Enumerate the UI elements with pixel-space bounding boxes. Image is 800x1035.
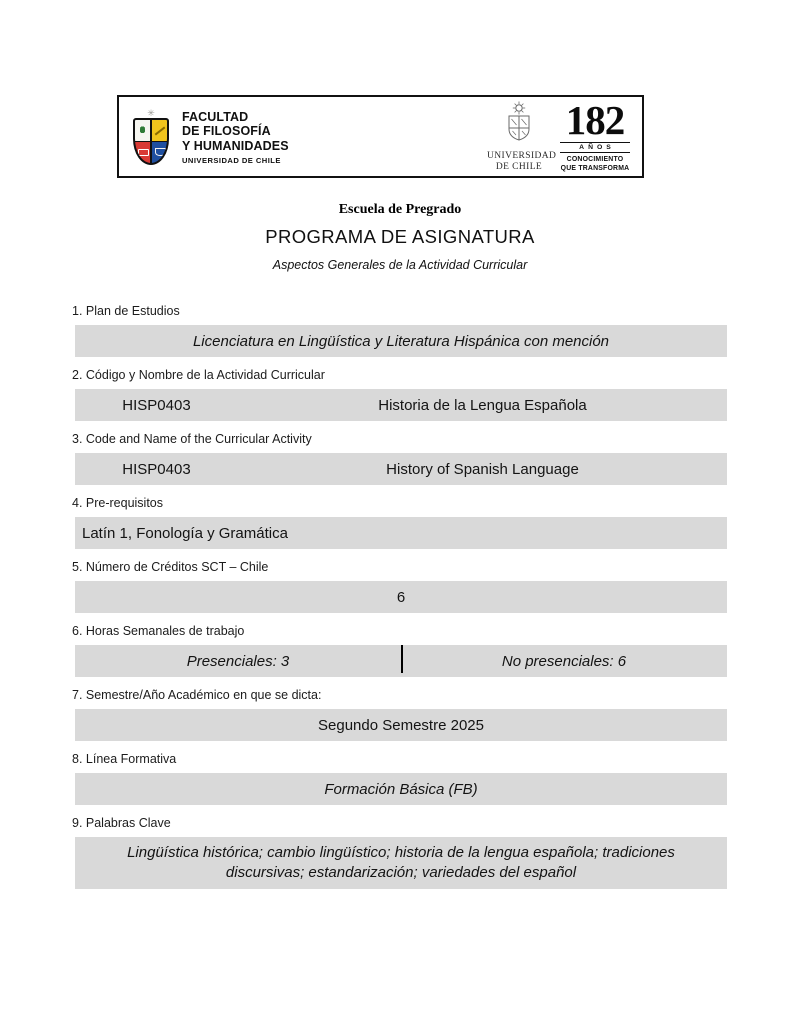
course-name-en: History of Spanish Language	[386, 460, 579, 478]
school-name: Escuela de Pregrado	[338, 202, 462, 217]
form-sections	[72, 304, 727, 889]
horas-field	[75, 645, 727, 677]
palabras-field	[75, 837, 727, 889]
section-label: 7. Semestre/Año Académico en que se dicta:	[72, 688, 322, 702]
header-banner	[117, 95, 644, 178]
faculty-line-2: DE FILOSOFÍA	[182, 124, 271, 139]
shield-quadrant-book	[135, 142, 150, 163]
title-block	[0, 202, 800, 272]
section-label: 4. Pre-requisitos	[72, 496, 164, 510]
course-code-es: HISP0403	[122, 396, 191, 414]
semestre-field	[75, 709, 727, 741]
codigo-es-field	[75, 389, 727, 421]
university-seal-icon	[502, 101, 536, 151]
section-prerequisitos	[72, 496, 727, 549]
faculty-name	[182, 108, 289, 166]
page-title: PROGRAMA DE ASIGNATURA	[265, 226, 535, 247]
section-label: 2. Código y Nombre de la Actividad Curricular	[72, 368, 325, 382]
faculty-logo	[131, 108, 289, 166]
section-label: 6. Horas Semanales de trabajo	[72, 624, 245, 638]
faculty-shield-icon	[131, 108, 171, 165]
plan-value-field	[75, 325, 727, 357]
section-label: 3. Code and Name of the Curricular Activity	[72, 432, 312, 446]
section-label: 9. Palabras Clave	[72, 816, 171, 830]
seal-university-line2: DE CHILE	[495, 161, 543, 172]
shield-quadrant-laurel	[135, 120, 150, 141]
section-code-name-en	[72, 432, 727, 485]
anniversary-tagline-1: CONOCIMIENTO	[566, 155, 624, 163]
section-semestre	[72, 688, 727, 741]
section-label: 5. Número de Créditos SCT – Chile	[72, 560, 269, 574]
page-subtitle: Aspectos Generales de la Actividad Curricular	[272, 258, 528, 272]
section-plan-de-estudios	[72, 304, 727, 357]
faculty-university-label: UNIVERSIDAD DE CHILE	[182, 156, 281, 166]
palabras-value: Lingüística histórica; cambio lingüístico; historia de la lengua española; tradiciones discursivas; estandarización; variedades del español	[127, 844, 675, 881]
section-linea-formativa	[72, 752, 727, 805]
shield-icon	[133, 118, 169, 165]
semestre-value: Segundo Semestre 2025	[318, 716, 484, 734]
course-code-en: HISP0403	[122, 460, 191, 478]
section-label: 8. Línea Formativa	[72, 752, 177, 766]
section-palabras-clave	[72, 816, 727, 889]
faculty-line-1: FACULTAD	[182, 109, 249, 124]
section-horas-semanales	[72, 624, 727, 677]
university-seal	[487, 101, 557, 172]
section-codigo-nombre-es	[72, 368, 727, 421]
cell-divider	[401, 645, 403, 673]
plan-value: Licenciatura en Lingüística y Literatura Hispánica con mención	[192, 332, 610, 350]
shield-star-icon: ✳	[147, 108, 155, 118]
prerequisitos-value: Latín 1, Fonología y Gramática	[82, 524, 288, 542]
horas-no-presenciales: No presenciales: 6	[501, 652, 627, 670]
linea-field	[75, 773, 727, 805]
anniversary-tagline-2: QUE TRANSFORMA	[560, 164, 630, 172]
seal-university-line1: UNIVERSIDAD	[487, 151, 557, 161]
horas-presenciales: Presenciales: 3	[186, 652, 290, 670]
section-label: 1. Plan de Estudios	[72, 304, 180, 318]
faculty-line-3: Y HUMANIDADES	[182, 138, 289, 153]
section-creditos-sct	[72, 560, 727, 613]
creditos-field	[75, 581, 727, 613]
codigo-en-field	[75, 453, 727, 485]
anniversary-years-label: AÑOS	[560, 142, 630, 154]
linea-value: Formación Básica (FB)	[324, 780, 478, 798]
creditos-value: 6	[396, 588, 406, 606]
shield-quadrant-ship	[152, 142, 167, 163]
course-name-es: Historia de la Lengua Española	[378, 396, 587, 414]
shield-quadrant-key	[152, 120, 167, 141]
anniversary-years: 182	[565, 96, 625, 143]
anniversary-182	[560, 96, 630, 173]
anniversary-logo	[487, 96, 630, 173]
prerequisitos-field	[75, 517, 727, 549]
